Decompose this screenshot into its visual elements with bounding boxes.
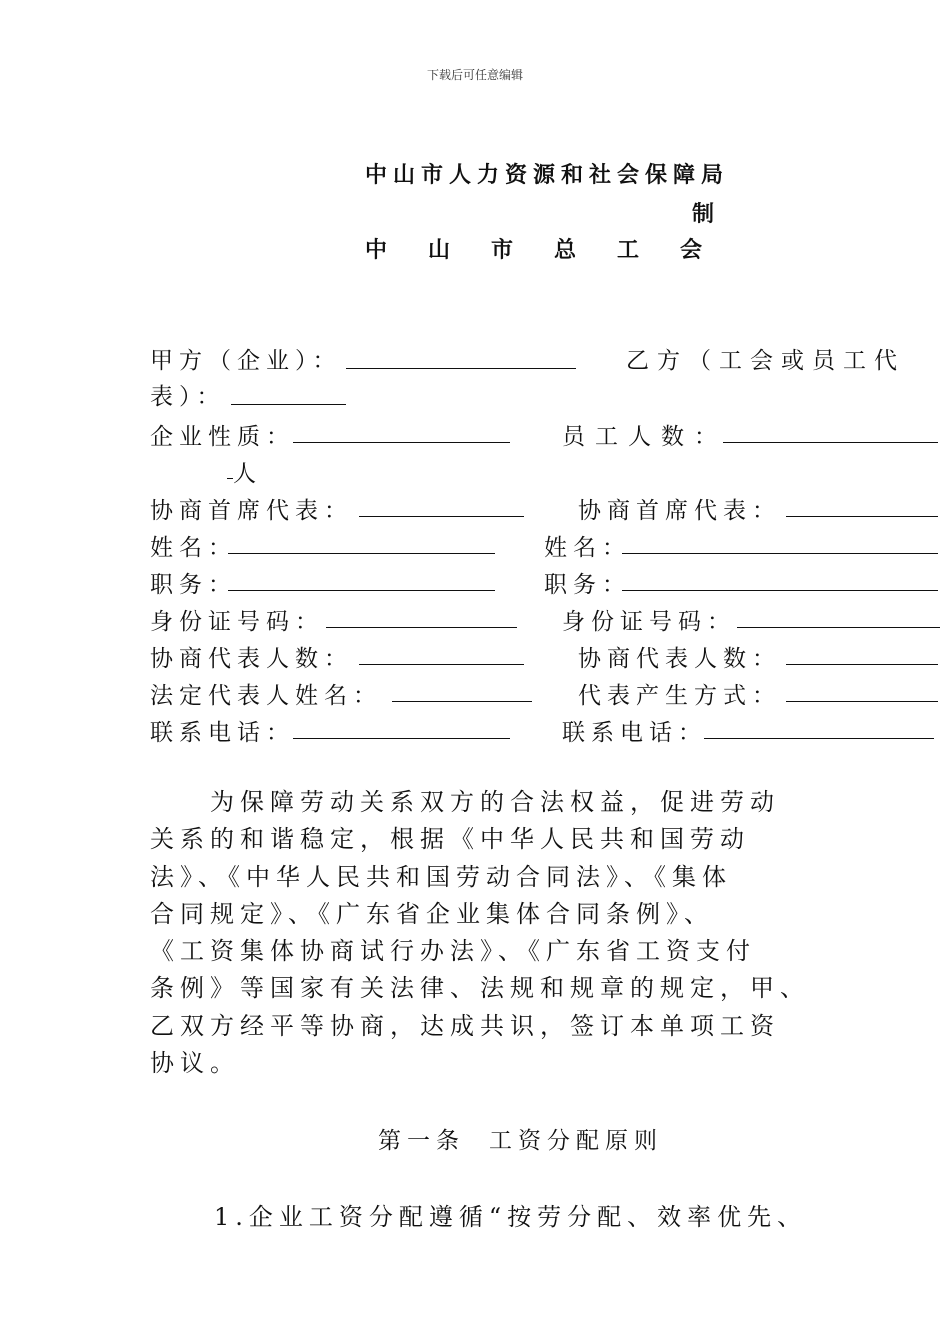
position-a-label: 职务： <box>150 572 237 598</box>
preamble-line: 为保障劳动关系双方的合法权益，促进劳动 <box>150 788 780 816</box>
party-b-blank[interactable] <box>231 404 346 405</box>
rep-count-b-label: 协商代表人数： <box>578 646 781 672</box>
person-unit: 人 <box>233 461 262 487</box>
phone-a-blank[interactable] <box>293 738 510 739</box>
rep-method-blank[interactable] <box>786 701 938 702</box>
preamble-line: 合同规定》、《广东省企业集体合同条例》、 <box>150 899 714 928</box>
preamble-line: 条例》等国家有关法律、法规和规章的规定，甲、 <box>150 974 810 1003</box>
name-b-label: 姓名： <box>544 535 631 561</box>
party-a-blank[interactable] <box>346 368 576 369</box>
chief-rep-b-label: 协商首席代表： <box>578 498 781 524</box>
id-a-label: 身份证号码： <box>150 609 324 635</box>
chief-rep-a-blank[interactable] <box>359 516 524 517</box>
name-b-blank[interactable] <box>622 553 938 554</box>
party-b-label-cont: 表）： <box>150 384 226 410</box>
position-b-label: 职务： <box>544 572 631 598</box>
position-b-blank[interactable] <box>622 590 938 591</box>
preamble-line: 《工资集体协商试行办法》、《广东省工资支付 <box>150 937 756 966</box>
name-a-label: 姓名： <box>150 535 237 561</box>
header-note: 下载后可任意编辑 <box>426 68 523 82</box>
employee-count-blank[interactable] <box>723 442 938 443</box>
phone-a-label: 联系电话： <box>150 720 295 746</box>
issuer-line-2: 中山市总工会 <box>365 238 744 263</box>
id-b-label: 身份证号码： <box>562 609 736 635</box>
rep-method-label: 代表产生方式： <box>578 683 781 709</box>
name-a-blank[interactable] <box>228 553 495 554</box>
preamble-line: 协议。 <box>150 1049 240 1078</box>
rep-count-a-blank[interactable] <box>359 664 524 665</box>
preamble-paragraph <box>150 784 850 1082</box>
legal-rep-label: 法定代表人姓名： <box>150 683 382 709</box>
enterprise-nature-blank[interactable] <box>293 442 510 443</box>
rep-count-b-blank[interactable] <box>786 664 938 665</box>
id-b-blank[interactable] <box>737 627 940 628</box>
article-1-title: 工资分配原则 <box>489 1128 663 1154</box>
rep-count-a-label: 协商代表人数： <box>150 646 353 672</box>
enterprise-nature-label: 企业性质： <box>150 424 295 450</box>
preamble-line: 乙双方经平等协商，达成共识，签订本单项工资 <box>150 1011 780 1040</box>
employee-count-label: 员工人数： <box>562 424 727 450</box>
legal-rep-blank[interactable] <box>392 701 532 702</box>
preamble-line: 关系的和谐稳定，根据《中华人民共和国劳动 <box>150 825 750 854</box>
chief-rep-b-blank[interactable] <box>786 516 938 517</box>
chief-rep-a-label: 协商首席代表： <box>150 498 353 524</box>
phone-b-blank[interactable] <box>704 738 934 739</box>
party-b-label: 乙方（工会或员工代 <box>626 348 905 374</box>
phone-b-label: 联系电话： <box>562 720 707 746</box>
party-a-label: 甲方（企业）： <box>150 348 342 374</box>
article-1-number: 第一条 <box>378 1128 465 1154</box>
issuer-line-1: 中山市人力资源和社会保障局 <box>365 163 730 188</box>
id-a-blank[interactable] <box>326 627 517 628</box>
article-1-item-1: 1.企业工资分配遵循“按劳分配、效率优先、 <box>214 1203 808 1231</box>
article-1-heading <box>378 1122 663 1155</box>
issuer-mark: 制 <box>692 202 715 227</box>
preamble-line: 法》、《中华人民共和国劳动合同法》、《集体 <box>150 862 732 891</box>
position-a-blank[interactable] <box>228 590 495 591</box>
